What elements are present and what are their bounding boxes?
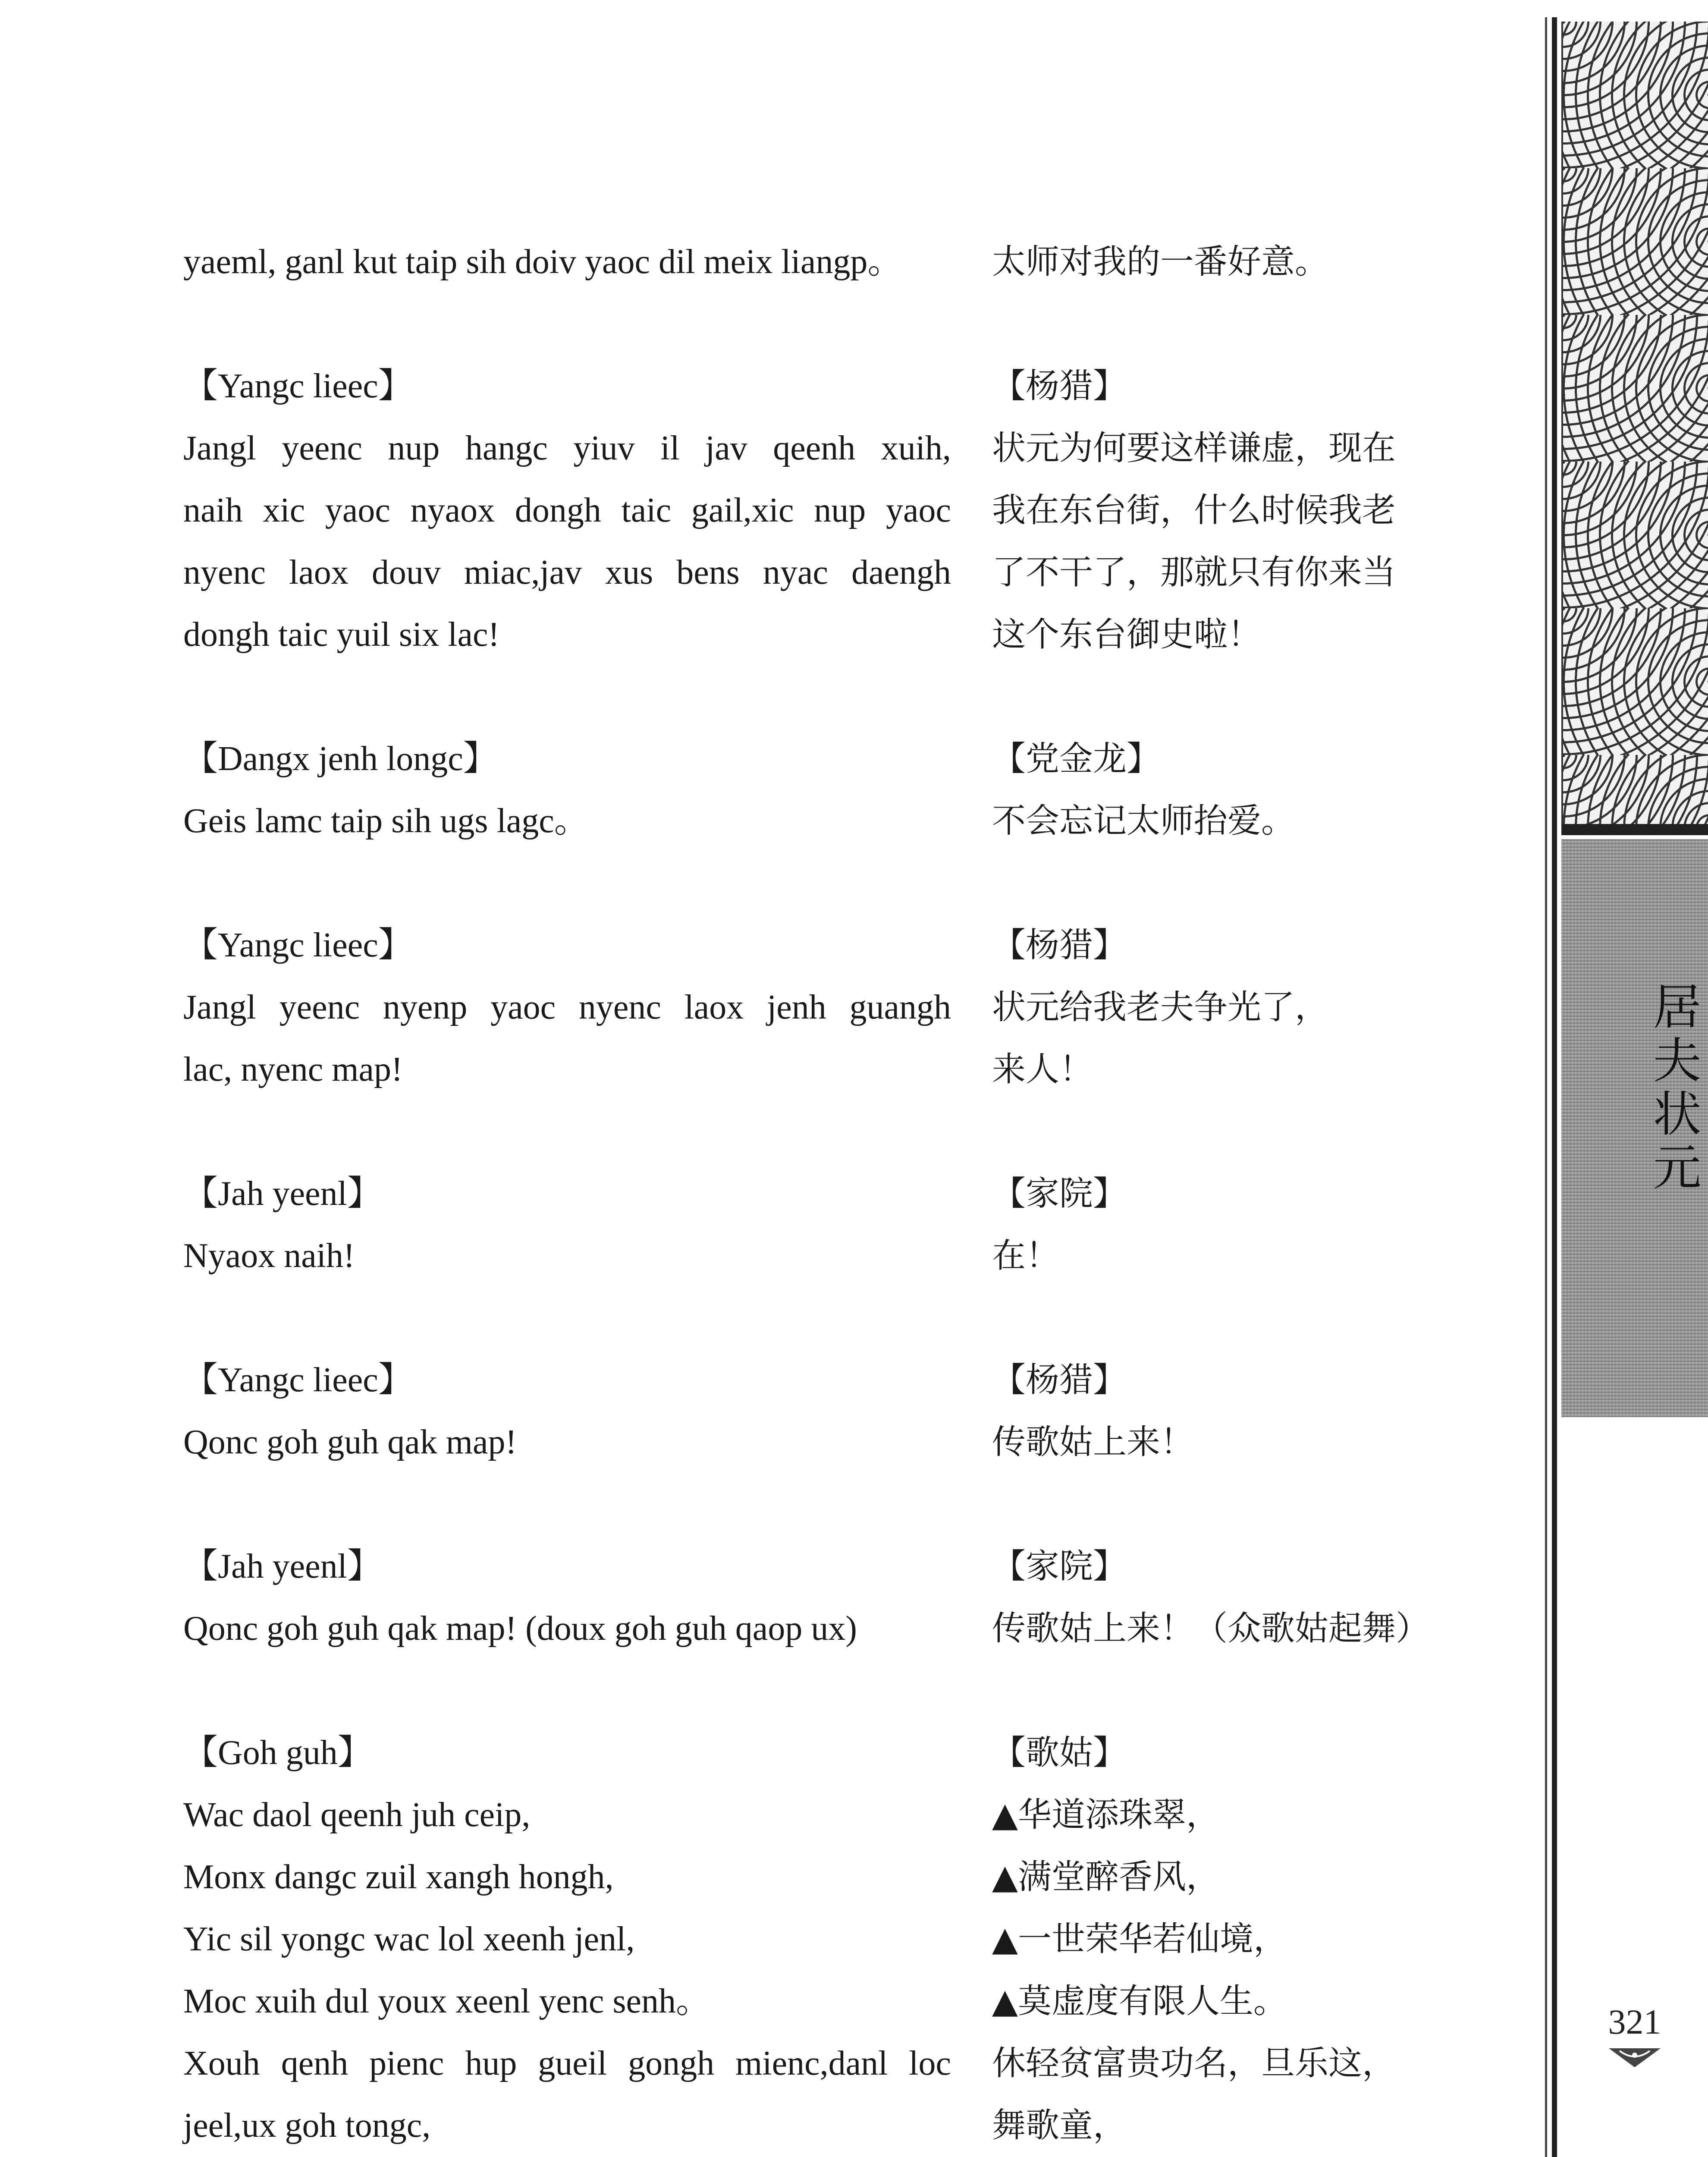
speaker-label: 【Dangx jenh longc】 bbox=[183, 740, 498, 778]
chapter-tab bbox=[1561, 839, 1708, 1417]
dong-block-2 bbox=[183, 355, 951, 666]
chinese-block-7 bbox=[992, 1535, 1488, 1660]
dong-line: Xouh qenh pienc hup gueil gongh mienc,danl loc bbox=[183, 2044, 951, 2082]
dong-line: Geis lamc taip sih ugs lagc。 bbox=[183, 802, 589, 840]
dong-line: Jangl yeenc nyenp yaoc nyenc laox jenh guangh bbox=[183, 988, 951, 1026]
chinese-line: ▲莫虚度有限人生。 bbox=[992, 1982, 1287, 2021]
chapter-title: 居夫状元 bbox=[1645, 981, 1701, 1195]
chinese-line: 状元给我老夫争光了， bbox=[992, 988, 1329, 1027]
dong-block-1 bbox=[183, 231, 951, 293]
speaker-label: 【党金龙】 bbox=[992, 739, 1161, 778]
margin-rule-thick bbox=[1552, 17, 1557, 2157]
speaker-label: 【杨猎】 bbox=[992, 926, 1127, 965]
dong-line: jeel,ux goh tongc, bbox=[183, 2107, 431, 2144]
chinese-block-3 bbox=[992, 728, 1488, 852]
dong-block-3 bbox=[183, 728, 951, 852]
dong-line: Nyaox naih! bbox=[183, 1237, 355, 1275]
dong-line: Monx dangc zuil xangh hongh, bbox=[183, 1858, 614, 1896]
chinese-line: 传歌姑上来！ bbox=[992, 1423, 1194, 1462]
floral-ornament-icon bbox=[1607, 2045, 1663, 2071]
speaker-label: 【家院】 bbox=[992, 1174, 1127, 1213]
chinese-line: ▲满堂醉香风， bbox=[992, 1858, 1220, 1896]
speaker-label: 【杨猎】 bbox=[992, 1361, 1127, 1399]
chinese-block-5 bbox=[992, 1163, 1488, 1287]
chinese-block-1 bbox=[992, 231, 1488, 293]
chinese-line: ▲华道添珠翠， bbox=[992, 1795, 1220, 1834]
chinese-line: 太师对我的一番好意。 bbox=[992, 242, 1329, 281]
speaker-label: 【Yangc lieec】 bbox=[183, 367, 413, 405]
speaker-label: 【家院】 bbox=[992, 1547, 1127, 1586]
speaker-label: 【杨猎】 bbox=[992, 367, 1127, 406]
chinese-line: 舞歌童， bbox=[992, 2106, 1127, 2145]
dong-line: yaeml, ganl kut taip sih doiv yaoc dil meix liangp。 bbox=[183, 243, 902, 281]
cloud-pattern-decoration bbox=[1561, 22, 1708, 833]
speaker-label: 【Jah yeenl】 bbox=[183, 1547, 382, 1585]
chinese-line: ▲一世荣华若仙境， bbox=[992, 1920, 1287, 1959]
dong-line: naih xic yaoc nyaox dongh taic gail,xic nup yaoc bbox=[183, 491, 951, 529]
speaker-label: 【Jah yeenl】 bbox=[183, 1175, 382, 1213]
chinese-line: 休轻贫富贵功名，旦乐这， bbox=[992, 2044, 1396, 2083]
chinese-block-2 bbox=[992, 355, 1488, 666]
dong-line: Moc xuih dul youx xeenl yenc senh。 bbox=[183, 1982, 710, 2020]
dong-line: Yic sil yongc wac lol xeenh jenl, bbox=[183, 1920, 635, 1958]
dong-block-7 bbox=[183, 1535, 951, 1660]
dong-block-6 bbox=[183, 1349, 951, 1473]
dong-line: lac, nyenc map! bbox=[183, 1050, 403, 1088]
chinese-block-6 bbox=[992, 1349, 1488, 1473]
chinese-line: 状元为何要这样谦虚，现在 bbox=[992, 429, 1396, 468]
chinese-line: 来人！ bbox=[992, 1050, 1093, 1089]
dong-line: dongh taic yuil six lac! bbox=[183, 616, 500, 654]
chinese-block-8 bbox=[992, 1722, 1488, 2157]
chinese-line: 传歌姑上来！（众歌姑起舞） bbox=[992, 1609, 1430, 1648]
dong-line: Jangl yeenc nup hangc yiuv il jav qeenh xuih, bbox=[183, 429, 951, 467]
pattern-border bbox=[1561, 824, 1708, 835]
dong-block-5 bbox=[183, 1163, 951, 1287]
speaker-label: 【Yangc lieec】 bbox=[183, 1361, 413, 1399]
chinese-line: 在！ bbox=[992, 1236, 1060, 1275]
page-number: 321 bbox=[1608, 2002, 1661, 2041]
margin-rule-thin bbox=[1545, 17, 1547, 2157]
chinese-line: 了不干了，那就只有你来当 bbox=[992, 553, 1396, 592]
speaker-label: 【Yangc lieec】 bbox=[183, 926, 413, 964]
dong-line: nyenc laox douv miac,jav xus bens nyac daengh bbox=[183, 553, 951, 591]
chinese-line: 我在东台街，什么时候我老 bbox=[992, 491, 1396, 530]
dong-line: Qonc goh guh qak map! (doux goh guh qaop ux) bbox=[183, 1610, 857, 1648]
speaker-label: 【歌姑】 bbox=[992, 1733, 1127, 1772]
dong-line: Qonc goh guh qak map! bbox=[183, 1423, 517, 1461]
dong-block-4 bbox=[183, 914, 951, 1101]
chinese-line: 这个东台御史啦！ bbox=[992, 615, 1262, 654]
dong-line: Wac daol qeenh juh ceip, bbox=[183, 1796, 531, 1834]
chinese-line: 不会忘记太师抬爱。 bbox=[992, 802, 1295, 840]
speaker-label: 【Goh guh】 bbox=[183, 1734, 372, 1772]
dong-block-8 bbox=[183, 1722, 951, 2157]
chinese-block-4 bbox=[992, 914, 1488, 1101]
